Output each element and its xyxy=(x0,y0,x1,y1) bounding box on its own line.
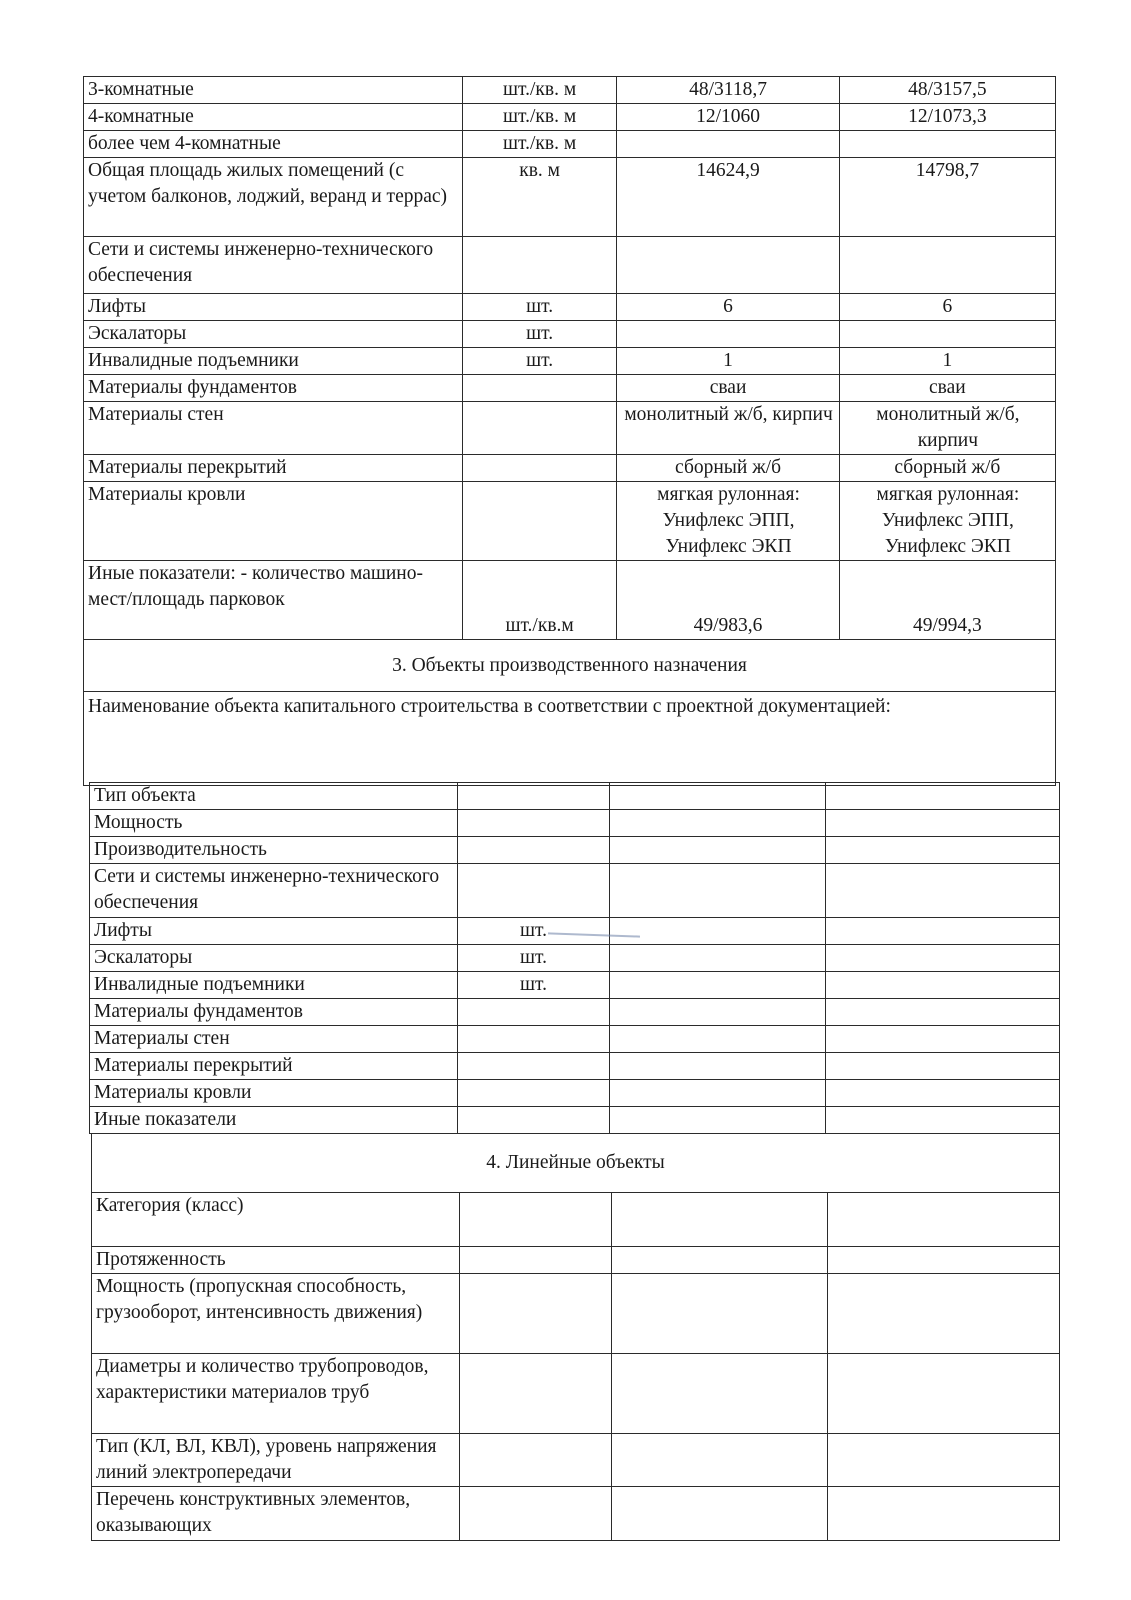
row-unit: шт. xyxy=(458,918,610,945)
value-cell-1 xyxy=(610,972,826,999)
row-label: Материалы кровли xyxy=(84,482,463,561)
value-cell-1: 12/1060 xyxy=(617,104,839,131)
row-label: Материалы кровли xyxy=(90,1080,458,1107)
value-cell-1 xyxy=(610,1080,826,1107)
row-label: Протяженность xyxy=(92,1247,460,1274)
table-row xyxy=(90,1026,1060,1053)
value-cell-0 xyxy=(460,1434,612,1487)
row-unit xyxy=(462,402,616,455)
row-label: Материалы стен xyxy=(90,1026,458,1053)
value-cell-0 xyxy=(460,1274,612,1354)
row-unit xyxy=(462,375,616,402)
table-row xyxy=(90,810,1060,837)
value-cell-2 xyxy=(826,1053,1060,1080)
table-row xyxy=(84,158,1056,237)
table-row xyxy=(84,104,1056,131)
value-cell-2: 14798,7 xyxy=(839,158,1055,237)
row-label: Перечень конструктивных элементов, оказывающих xyxy=(92,1487,460,1541)
row-label: Сети и системы инженерно-технического обеспечения xyxy=(84,237,463,294)
row-unit: шт. xyxy=(462,321,616,348)
value-cell-2 xyxy=(828,1354,1060,1434)
table-row xyxy=(90,837,1060,864)
row-unit xyxy=(458,1026,610,1053)
row-unit xyxy=(458,1053,610,1080)
value-cell-0 xyxy=(460,1354,612,1434)
table-row xyxy=(84,402,1056,455)
value-cell-2 xyxy=(826,918,1060,945)
table-row xyxy=(92,1193,1060,1247)
value-cell-2: сваи xyxy=(839,375,1055,402)
table-row xyxy=(84,348,1056,375)
value-cell-2 xyxy=(839,131,1055,158)
object-name-label: Наименование объекта капитального строительства в соответствии с проектной документацией: xyxy=(84,692,1056,786)
table-row xyxy=(84,77,1056,104)
row-unit: шт. xyxy=(462,294,616,321)
row-label: Материалы фундаментов xyxy=(84,375,463,402)
row-label: Материалы фундаментов xyxy=(90,999,458,1026)
value-cell-2: 6 xyxy=(839,294,1055,321)
value-cell-1: сваи xyxy=(617,375,839,402)
row-unit xyxy=(458,864,610,918)
table-row xyxy=(90,783,1060,810)
value-cell-2 xyxy=(826,783,1060,810)
value-cell-2: 48/3157,5 xyxy=(839,77,1055,104)
value-cell-1: мягкая рулонная: Унифлекс ЭПП, Унифлекс ЭКП xyxy=(617,482,839,561)
row-label: более чем 4-комнатные xyxy=(84,131,463,158)
value-cell-2 xyxy=(826,1080,1060,1107)
row-unit xyxy=(462,237,616,294)
table-row xyxy=(84,375,1056,402)
value-cell-1 xyxy=(612,1274,828,1354)
row-unit xyxy=(458,837,610,864)
value-cell-0 xyxy=(460,1247,612,1274)
row-label: Мощность (пропускная способность, грузооборот, интенсивность движения) xyxy=(92,1274,460,1354)
value-cell-2: сборный ж/б xyxy=(839,455,1055,482)
section-3-title: 3. Объекты производственного назначения xyxy=(84,640,1056,692)
value-cell-1 xyxy=(612,1354,828,1434)
value-cell-1 xyxy=(610,1107,826,1134)
row-label: Иные показатели xyxy=(90,1107,458,1134)
value-cell-1 xyxy=(617,237,839,294)
row-label: Тип объекта xyxy=(90,783,458,810)
row-label: Сети и системы инженерно-технического обеспечения xyxy=(90,864,458,918)
value-cell-1: 1 xyxy=(617,348,839,375)
value-cell-1 xyxy=(610,837,826,864)
row-unit xyxy=(458,1080,610,1107)
value-cell-2 xyxy=(828,1487,1060,1541)
row-label: Эскалаторы xyxy=(90,945,458,972)
row-unit: шт. xyxy=(458,945,610,972)
value-cell-2: 12/1073,3 xyxy=(839,104,1055,131)
value-cell-1 xyxy=(612,1487,828,1541)
row-unit xyxy=(462,455,616,482)
value-cell-1 xyxy=(610,945,826,972)
value-cell-1 xyxy=(610,810,826,837)
value-cell-1: 49/983,6 xyxy=(617,561,839,640)
value-cell-2 xyxy=(826,972,1060,999)
value-cell-2 xyxy=(828,1247,1060,1274)
value-cell-2 xyxy=(826,810,1060,837)
value-cell-2: мягкая рулонная: Унифлекс ЭПП, Унифлекс ЭКП xyxy=(839,482,1055,561)
row-label: Тип (КЛ, ВЛ, КВЛ), уровень напряжения линий электропередачи xyxy=(92,1434,460,1487)
row-unit: шт./кв. м xyxy=(462,77,616,104)
value-cell-2 xyxy=(826,999,1060,1026)
table-row xyxy=(90,864,1060,918)
value-cell-1 xyxy=(610,1053,826,1080)
table-row xyxy=(90,1053,1060,1080)
section-row xyxy=(84,640,1056,692)
row-unit xyxy=(458,999,610,1026)
value-cell-2 xyxy=(826,864,1060,918)
residential-objects-table xyxy=(83,76,1056,786)
value-cell-2: 1 xyxy=(839,348,1055,375)
row-unit: шт. xyxy=(458,972,610,999)
value-cell-2 xyxy=(826,1107,1060,1134)
row-label: Материалы стен xyxy=(84,402,463,455)
table-row xyxy=(90,999,1060,1026)
table-row xyxy=(92,1434,1060,1487)
table-row xyxy=(84,321,1056,348)
row-label: Инвалидные подъемники xyxy=(84,348,463,375)
value-cell-1 xyxy=(610,918,826,945)
value-cell-1 xyxy=(610,1026,826,1053)
table-row xyxy=(84,237,1056,294)
value-cell-1 xyxy=(617,131,839,158)
production-objects-table xyxy=(89,782,1060,1134)
row-unit xyxy=(458,783,610,810)
row-label: Категория (класс) xyxy=(92,1193,460,1247)
row-label: Инвалидные подъемники xyxy=(90,972,458,999)
row-label: Лифты xyxy=(84,294,463,321)
row-unit xyxy=(458,810,610,837)
table-row xyxy=(92,1487,1060,1541)
value-cell-2 xyxy=(828,1274,1060,1354)
value-cell-2 xyxy=(828,1434,1060,1487)
value-cell-1 xyxy=(610,783,826,810)
row-label: Диаметры и количество трубопроводов, характеристики материалов труб xyxy=(92,1354,460,1434)
value-cell-0 xyxy=(460,1487,612,1541)
table-row xyxy=(84,482,1056,561)
table-row xyxy=(84,455,1056,482)
value-cell-0 xyxy=(460,1193,612,1247)
value-cell-2: монолитный ж/б, кирпич xyxy=(839,402,1055,455)
table-row xyxy=(84,294,1056,321)
row-unit xyxy=(458,1107,610,1134)
row-label: 3-комнатные xyxy=(84,77,463,104)
value-cell-2 xyxy=(839,321,1055,348)
linear-objects-table xyxy=(91,1133,1060,1541)
row-unit: шт./кв.м xyxy=(462,561,616,640)
table-row xyxy=(92,1247,1060,1274)
value-cell-1 xyxy=(610,999,826,1026)
row-unit: шт./кв. м xyxy=(462,131,616,158)
row-unit xyxy=(462,482,616,561)
table-row xyxy=(90,1080,1060,1107)
value-cell-1 xyxy=(612,1434,828,1487)
value-cell-1: 14624,9 xyxy=(617,158,839,237)
value-cell-1 xyxy=(610,864,826,918)
section-4-title: 4. Линейные объекты xyxy=(92,1134,1060,1193)
row-label: Материалы перекрытий xyxy=(90,1053,458,1080)
row-label: Материалы перекрытий xyxy=(84,455,463,482)
row-label: Иные показатели: - количество машино-мест/площадь парковок xyxy=(84,561,463,640)
value-cell-2 xyxy=(828,1193,1060,1247)
table-row xyxy=(92,1354,1060,1434)
value-cell-1 xyxy=(617,321,839,348)
row-unit: кв. м xyxy=(462,158,616,237)
value-cell-1: 6 xyxy=(617,294,839,321)
value-cell-2: 49/994,3 xyxy=(839,561,1055,640)
value-cell-2 xyxy=(839,237,1055,294)
row-label: Эскалаторы xyxy=(84,321,463,348)
table-row xyxy=(90,1107,1060,1134)
table-row xyxy=(92,1274,1060,1354)
table-row xyxy=(84,561,1056,640)
value-cell-2 xyxy=(826,945,1060,972)
row-unit: шт./кв. м xyxy=(462,104,616,131)
value-cell-2 xyxy=(826,837,1060,864)
table-row xyxy=(84,131,1056,158)
row-label: Лифты xyxy=(90,918,458,945)
row-label: Общая площадь жилых помещений (с учетом балконов, лоджий, веранд и террас) xyxy=(84,158,463,237)
value-cell-1: 48/3118,7 xyxy=(617,77,839,104)
row-unit: шт. xyxy=(462,348,616,375)
object-name-row xyxy=(84,692,1056,786)
table-row xyxy=(90,918,1060,945)
row-label: Производительность xyxy=(90,837,458,864)
value-cell-1: сборный ж/б xyxy=(617,455,839,482)
value-cell-1: монолитный ж/б, кирпич xyxy=(617,402,839,455)
row-label: 4-комнатные xyxy=(84,104,463,131)
value-cell-1 xyxy=(612,1193,828,1247)
value-cell-2 xyxy=(826,1026,1060,1053)
value-cell-1 xyxy=(612,1247,828,1274)
table-row xyxy=(90,945,1060,972)
table-row xyxy=(90,972,1060,999)
row-label: Мощность xyxy=(90,810,458,837)
section-row xyxy=(92,1134,1060,1193)
